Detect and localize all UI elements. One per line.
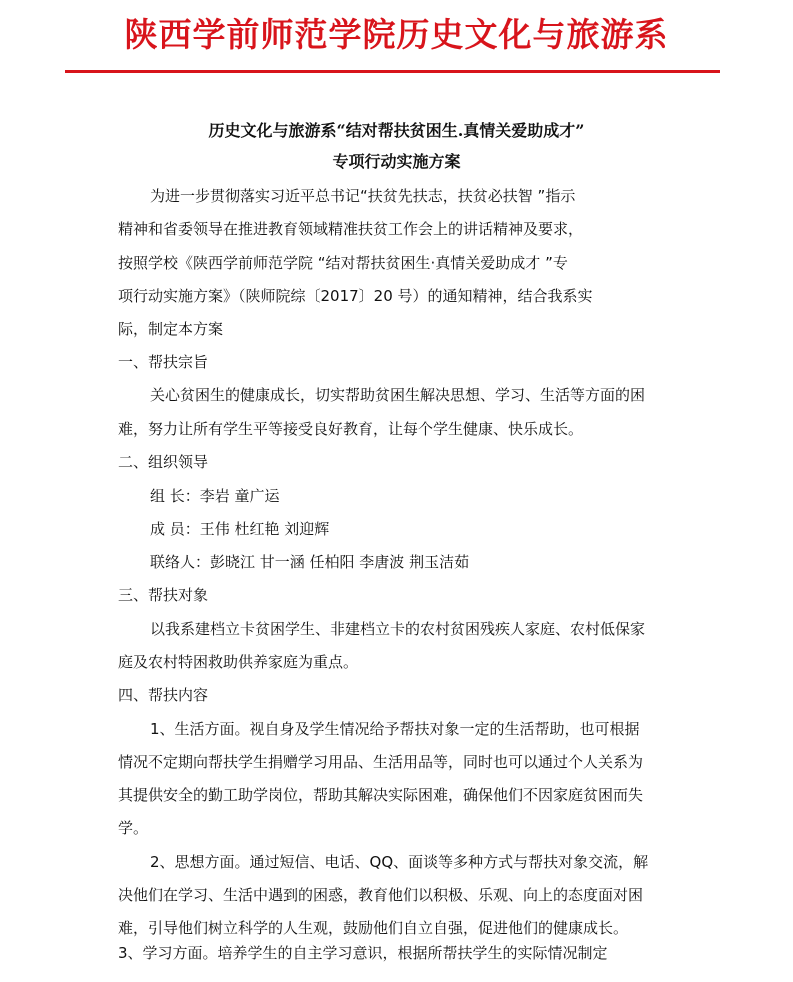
paragraph-line: 难，努力让所有学生平等接受良好教育，让每个学生健康、快乐成长。 — [118, 420, 584, 438]
leader-line: 组 长：李岩 童广运 — [150, 487, 280, 505]
section-heading: 二、组织领导 — [118, 453, 209, 471]
paragraph-line: 难，引导他们树立科学的人生观，鼓励他们自立自强，促进他们的健康成长。 — [118, 919, 629, 937]
paragraph-line: 情况不定期向帮扶学生捐赠学习用品、生活用品等，同时也可以通过个人关系为 — [118, 753, 644, 771]
document-subtitle: 专项行动实施方案 — [332, 152, 461, 171]
paragraph-line: 决他们在学习、生活中遇到的困惑，教育他们以积极、乐观、向上的态度面对困 — [118, 886, 644, 904]
section-heading: 四、帮扶内容 — [118, 686, 209, 704]
section-heading: 一、帮扶宗旨 — [118, 353, 209, 371]
document-title: 历史文化与旅游系“结对帮扶贫困生.真情关爱助成才” — [208, 121, 585, 140]
intro-line: 精神和省委领导在推进教育领域精准扶贫工作会上的讲话精神及要求， — [118, 220, 584, 238]
paragraph-line: 2、思想方面。通过短信、电话、QQ、面谈等多种方式与帮扶对象交流，解 — [150, 853, 649, 871]
paragraph-line: 学。 — [118, 819, 149, 837]
page-title: 陕西学前师范学院历史文化与旅游系 — [124, 15, 669, 54]
paragraph-line: 庭及农村特困救助供养家庭为重点。 — [118, 653, 359, 671]
header-divider — [65, 70, 720, 73]
intro-line: 际，制定本方案 — [118, 320, 224, 338]
paragraph-line: 3、学习方面。培养学生的自主学习意识，根据所帮扶学生的实际情况制定 — [118, 944, 608, 962]
section-heading: 三、帮扶对象 — [118, 586, 209, 604]
intro-line: 按照学校《陕西学前师范学院 “结对帮扶贫困生·真情关爱助成才 ”专 — [118, 254, 568, 272]
paragraph-line: 关心贫困生的健康成长，切实帮助贫困生解决思想、学习、生活等方面的困 — [150, 386, 646, 404]
intro-line: 为进一步贯彻落实习近平总书记“扶贫先扶志，扶贫必扶智 ”指示 — [150, 187, 576, 205]
contacts-line: 联络人：彭晓江 甘一涵 任柏阳 李唐波 荆玉洁茹 — [150, 553, 470, 571]
paragraph-line: 1、生活方面。视自身及学生情况给予帮扶对象一定的生活帮助，也可根据 — [150, 720, 640, 738]
intro-line: 项行动实施方案》（陕师院综〔2017〕20 号）的通知精神，结合我系实 — [118, 287, 593, 305]
paragraph-line: 以我系建档立卡贫困学生、非建档立卡的农村贫困残疾人家庭、农村低保家 — [150, 620, 646, 638]
paragraph-line: 其提供安全的勤工助学岗位，帮助其解决实际困难，确保他们不因家庭贫困而失 — [118, 786, 644, 804]
members-line: 成 员：王伟 杜红艳 刘迎辉 — [150, 520, 330, 538]
